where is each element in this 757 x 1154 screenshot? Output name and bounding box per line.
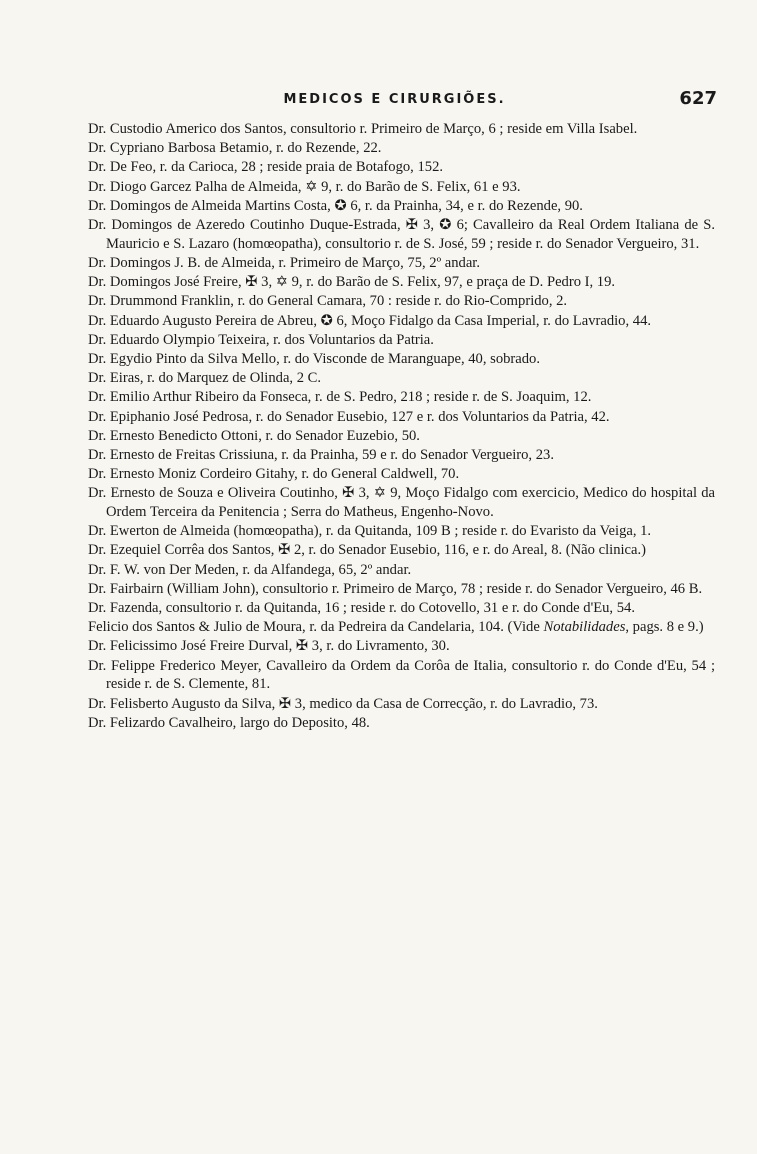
list-item: Dr. Epiphanio José Pedrosa, r. do Senador Eusebio, 127 e r. dos Voluntarios da Patria, 42. [88,408,610,425]
list-item: Dr. Fairbairn (William John), consultorio r. Primeiro de Março, 78 ; reside r. do Senador Vergueiro, 46 B. [88,580,703,597]
list-item: Dr. Drummond Franklin, r. do General Camara, 70 : reside r. do Rio-Comprido, 2. [88,293,568,310]
list-item: Dr. F. W. von Der Meden, r. da Alfandega, 65, 2º andar. [88,561,412,578]
list-item: Dr. Egydio Pinto da Silva Mello, r. do Visconde de Maranguape, 40, sobrado. [88,350,541,367]
list-item: Dr. Felisberto Augusto da Silva, ✠ 3, medico da Casa de Correcção, r. do Lavradio, 73. [88,695,598,712]
list-item: Dr. Ewerton de Almeida (homœopatha), r. da Quitanda, 109 B ; reside r. do Evaristo da Veiga, 1. [88,523,652,540]
page-number: 627 [679,88,717,109]
list-item: Dr. Ernesto Moniz Cordeiro Gitahy, r. do General Caldwell, 70. [88,466,460,483]
list-item: Dr. Eduardo Augusto Pereira de Abreu, ✪ 6, Moço Fidalgo da Casa Imperial, r. do Lavradio, 44. [88,312,652,329]
list-item: Dr. Eduardo Olympio Teixeira, r. dos Voluntarios da Patria. [88,331,434,348]
list-item: Dr. Cypriano Barbosa Betamio, r. do Rezende, 22. [88,140,382,157]
list-item: Dr. Felippe Frederico Meyer, Cavalleiro da Ordem da Corôa de Italia, consultorio r. do Conde d'Eu, 54 ; reside r. de S. Clemente, 81. [88,657,715,693]
list-item: Dr. De Feo, r. da Carioca, 28 ; reside praia de Botafogo, 152. [88,159,444,176]
list-item: Dr. Domingos J. B. de Almeida, r. Primeiro de Março, 75, 2º andar. [88,254,481,271]
list-item: Dr. Ernesto Benedicto Ottoni, r. do Senador Euzebio, 50. [88,427,420,444]
list-item: Dr. Domingos de Azeredo Coutinho Duque-Estrada, ✠ 3, ✪ 6; Cavalleiro da Real Ordem Italiana de S. Mauricio e S. Lazaro (homœopatha), consultorio r. de S. José, 59 ; reside r. do Senador Vergueiro, 31. [88,217,715,252]
list-item: Dr. Custodio Americo dos Santos, consultorio r. Primeiro de Março, 6 ; reside em Villa Isabel. [88,121,638,137]
page-header [72,88,717,114]
list-item: Dr. Ernesto de Freitas Crissiuna, r. da Prainha, 59 e r. do Senador Vergueiro, 23. [88,446,554,463]
list-item: Dr. Emilio Arthur Ribeiro da Fonseca, r. de S. Pedro, 218 ; reside r. de S. Joaquim, 12. [88,389,592,406]
directory-entries [88,120,715,733]
running-title: MEDICOS E CIRURGIÕES. [283,92,506,107]
list-item: Dr. Ernesto de Souza e Oliveira Coutinho, ✠ 3, ✡ 9, Moço Fidalgo com exercicio, Medico do hospital da Ordem Terceira da Penitencia ; Serra do Matheus, Engenho-Novo. [88,485,715,521]
list-item: Dr. Felicissimo José Freire Durval, ✠ 3, r. do Livramento, 30. [88,638,450,655]
entry-italic-reference: Notabilidades [543,619,626,636]
list-item: Dr. Ezequiel Corrêa dos Santos, ✠ 2, r. do Senador Eusebio, 116, e r. do Areal, 8. (Não clinica.) [88,542,647,559]
list-item: Dr. Diogo Garcez Palha de Almeida, ✡ 9, r. do Barão de S. Felix, 61 e 93. [88,178,521,195]
list-item: Dr. Domingos de Almeida Martins Costa, ✪ 6, r. da Prainha, 34, e r. do Rezende, 90. [88,197,583,214]
list-item-felicio [88,618,715,637]
list-item: Dr. Eiras, r. do Marquez de Olinda, 2 C. [88,370,322,387]
list-item: Dr. Felizardo Cavalheiro, largo do Deposito, 48. [88,714,370,731]
entry-text: , pags. 8 e 9.) [625,619,704,636]
list-item: Dr. Domingos José Freire, ✠ 3, ✡ 9, r. do Barão de S. Felix, 97, e praça de D. Pedro I, 19. [88,274,616,291]
entry-text: Felicio dos Santos & Julio de Moura, r. da Pedreira da Candelaria, 104. (Vide [88,619,544,636]
list-item: Dr. Fazenda, consultorio r. da Quitanda, 16 ; reside r. do Cotovello, 31 e r. do Conde d'Eu, 54. [88,600,635,617]
